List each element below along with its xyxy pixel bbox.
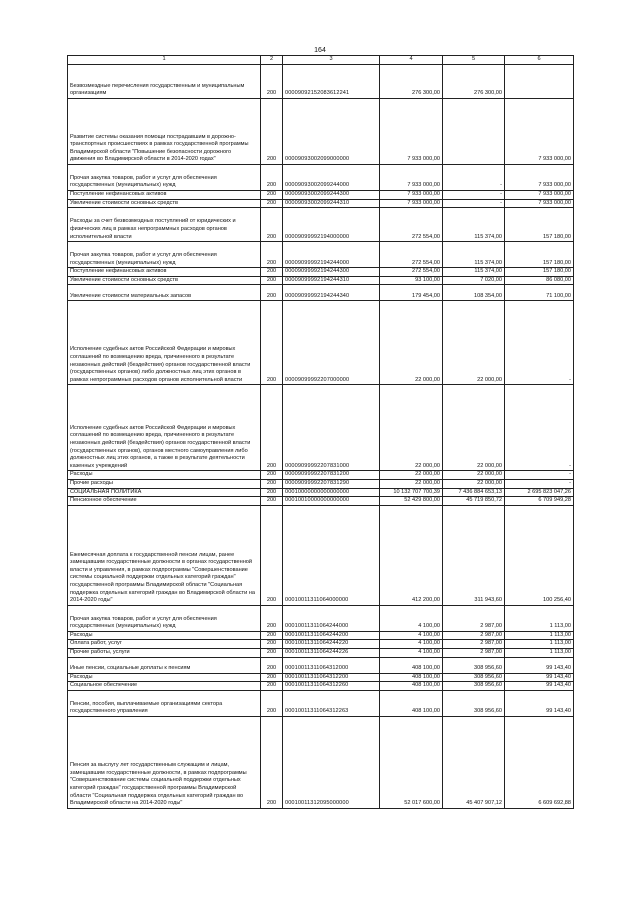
table-row: [68, 65, 574, 99]
table-row: [68, 631, 574, 640]
row-line-code-cell: 200: [261, 242, 283, 268]
row-unexecuted-amount-cell: 1 113,00: [505, 631, 574, 640]
row-name-cell: Увеличение стоимости материальных запасов: [68, 285, 261, 301]
table-row: [68, 690, 574, 716]
table-row: [68, 208, 574, 242]
row-line-code-cell: 200: [261, 631, 283, 640]
row-line-code-cell: 200: [261, 682, 283, 691]
row-approved-amount-cell: 4 100,00: [380, 631, 443, 640]
row-unexecuted-amount-cell: 7 933 000,00: [505, 99, 574, 165]
row-approved-amount-cell: 276 300,00: [380, 65, 443, 99]
row-name-cell: Пенсия за выслугу лет государственным служащим и лицам, замещавшим государственные должности, в рамках подпрограммы "Совершенствование системы социальной поддержки отдельных категорий граждан" государственной программы Владимирской области "Социальная поддержка отдельных категорий граждан во Владимирской области на 2014-2020 годы": [68, 716, 261, 808]
column-header-4: 4: [380, 56, 443, 65]
row-approved-amount-cell: 408 100,00: [380, 657, 443, 673]
row-executed-amount-cell: 22 000,00: [443, 471, 505, 480]
row-approved-amount-cell: 7 933 000,00: [380, 199, 443, 208]
row-executed-amount-cell: 2 987,00: [443, 648, 505, 657]
row-executed-amount-cell: 22 000,00: [443, 385, 505, 471]
row-executed-amount-cell: 308 956,60: [443, 682, 505, 691]
row-unexecuted-amount-cell: -: [505, 479, 574, 488]
row-name-cell: Прочие расходы: [68, 479, 261, 488]
table-row: [68, 673, 574, 682]
row-name-cell: Прочая закупка товаров, работ и услуг для обеспечения государственных (муниципальных) нужд: [68, 165, 261, 191]
table-row: [68, 488, 574, 497]
row-budget-code-cell: 00010010000000000000: [283, 497, 380, 506]
row-line-code-cell: 200: [261, 268, 283, 277]
row-name-cell: Расходы: [68, 631, 261, 640]
row-executed-amount-cell: 108 354,00: [443, 285, 505, 301]
table-row: [68, 285, 574, 301]
row-approved-amount-cell: 4 100,00: [380, 605, 443, 631]
row-name-cell: Иные пенсии, социальные доплаты к пенсиям: [68, 657, 261, 673]
row-line-code-cell: 200: [261, 673, 283, 682]
row-unexecuted-amount-cell: 1 113,00: [505, 648, 574, 657]
row-executed-amount-cell: 308 956,60: [443, 657, 505, 673]
table-row: [68, 657, 574, 673]
row-approved-amount-cell: 272 554,00: [380, 208, 443, 242]
row-budget-code-cell: 00010011311064312263: [283, 690, 380, 716]
row-line-code-cell: 200: [261, 285, 283, 301]
row-executed-amount-cell: 115 374,00: [443, 208, 505, 242]
row-unexecuted-amount-cell: [505, 65, 574, 99]
row-line-code-cell: 200: [261, 488, 283, 497]
row-unexecuted-amount-cell: 71 100,00: [505, 285, 574, 301]
row-unexecuted-amount-cell: 1 113,00: [505, 605, 574, 631]
row-executed-amount-cell: 22 000,00: [443, 479, 505, 488]
row-name-cell: Поступление нефинансовых активов: [68, 268, 261, 277]
table-row: [68, 242, 574, 268]
row-executed-amount-cell: 115 374,00: [443, 242, 505, 268]
row-approved-amount-cell: 4 100,00: [380, 640, 443, 649]
table-row: [68, 497, 574, 506]
row-line-code-cell: 200: [261, 65, 283, 99]
row-line-code-cell: 200: [261, 276, 283, 285]
row-line-code-cell: 200: [261, 605, 283, 631]
row-executed-amount-cell: 2 987,00: [443, 605, 505, 631]
row-unexecuted-amount-cell: 157 180,00: [505, 208, 574, 242]
row-line-code-cell: 200: [261, 301, 283, 385]
row-unexecuted-amount-cell: 86 080,00: [505, 276, 574, 285]
row-budget-code-cell: 00009099992207000000: [283, 301, 380, 385]
row-budget-code-cell: 00010011312095000000: [283, 716, 380, 808]
row-unexecuted-amount-cell: 99 143,40: [505, 690, 574, 716]
table-row: [68, 682, 574, 691]
row-name-cell: Оплата работ, услуг: [68, 640, 261, 649]
column-header-2: 2: [261, 56, 283, 65]
row-approved-amount-cell: 412 200,00: [380, 505, 443, 605]
row-approved-amount-cell: 408 100,00: [380, 682, 443, 691]
row-budget-code-cell: 00009099992194244340: [283, 285, 380, 301]
row-approved-amount-cell: 52 017 600,00: [380, 716, 443, 808]
table-row: [68, 199, 574, 208]
row-budget-code-cell: 00009099992207831290: [283, 479, 380, 488]
row-line-code-cell: 200: [261, 165, 283, 191]
row-name-cell: Расходы: [68, 673, 261, 682]
row-unexecuted-amount-cell: 99 143,40: [505, 657, 574, 673]
row-approved-amount-cell: 93 100,00: [380, 276, 443, 285]
row-budget-code-cell: 00009099992194244000: [283, 242, 380, 268]
row-executed-amount-cell: 115 374,00: [443, 268, 505, 277]
row-executed-amount-cell: 7 020,00: [443, 276, 505, 285]
table-row: [68, 276, 574, 285]
row-approved-amount-cell: 52 429 800,00: [380, 497, 443, 506]
column-header-5: 5: [443, 56, 505, 65]
row-name-cell: Развитие системы оказания помощи пострадавшим в дорожно-транспортных происшествиях в рамках государственной программы Владимирской области "Повышение безопасности дорожного движения во Владимирской области в 2014-2020 годах": [68, 99, 261, 165]
row-line-code-cell: 200: [261, 648, 283, 657]
row-budget-code-cell: 00010011311064244000: [283, 605, 380, 631]
row-unexecuted-amount-cell: 100 256,40: [505, 505, 574, 605]
row-unexecuted-amount-cell: -: [505, 301, 574, 385]
table-row: [68, 505, 574, 605]
row-unexecuted-amount-cell: 2 695 823 047,26: [505, 488, 574, 497]
row-unexecuted-amount-cell: 99 143,40: [505, 673, 574, 682]
row-line-code-cell: 200: [261, 99, 283, 165]
row-budget-code-cell: 00009099992207831200: [283, 471, 380, 480]
row-budget-code-cell: 00009099992194000000: [283, 208, 380, 242]
row-approved-amount-cell: 408 100,00: [380, 690, 443, 716]
row-unexecuted-amount-cell: 157 180,00: [505, 268, 574, 277]
row-line-code-cell: 200: [261, 640, 283, 649]
row-budget-code-cell: 00010011311064312000: [283, 657, 380, 673]
row-line-code-cell: 200: [261, 479, 283, 488]
row-executed-amount-cell: 45 407 907,12: [443, 716, 505, 808]
row-approved-amount-cell: 22 000,00: [380, 479, 443, 488]
row-budget-code-cell: 00010011311064244200: [283, 631, 380, 640]
row-unexecuted-amount-cell: 6 709 949,28: [505, 497, 574, 506]
row-name-cell: Прочая закупка товаров, работ и услуг для обеспечения государственных (муниципальных) нужд: [68, 605, 261, 631]
row-executed-amount-cell: 45 719 850,72: [443, 497, 505, 506]
row-name-cell: Прочая закупка товаров, работ и услуг для обеспечения государственных (муниципальных) нужд: [68, 242, 261, 268]
row-unexecuted-amount-cell: -: [505, 471, 574, 480]
row-budget-code-cell: 00009093002099244000: [283, 165, 380, 191]
column-header-3: 3: [283, 56, 380, 65]
row-executed-amount-cell: -: [443, 165, 505, 191]
row-line-code-cell: 200: [261, 208, 283, 242]
row-executed-amount-cell: -: [443, 199, 505, 208]
row-unexecuted-amount-cell: 7 933 000,00: [505, 199, 574, 208]
row-unexecuted-amount-cell: 6 609 692,88: [505, 716, 574, 808]
row-approved-amount-cell: 7 933 000,00: [380, 165, 443, 191]
row-name-cell: Социальное обеспечение: [68, 682, 261, 691]
row-approved-amount-cell: 10 132 707 700,39: [380, 488, 443, 497]
budget-execution-table: [67, 55, 574, 809]
row-approved-amount-cell: 7 933 000,00: [380, 99, 443, 165]
row-executed-amount-cell: 276 300,00: [443, 65, 505, 99]
row-approved-amount-cell: 272 554,00: [380, 242, 443, 268]
row-executed-amount-cell: 22 000,00: [443, 301, 505, 385]
row-executed-amount-cell: 308 956,60: [443, 673, 505, 682]
row-budget-code-cell: 00009099992194244300: [283, 268, 380, 277]
table-row: [68, 191, 574, 200]
row-line-code-cell: 200: [261, 497, 283, 506]
row-budget-code-cell: 00010011311064000000: [283, 505, 380, 605]
row-executed-amount-cell: 308 956,60: [443, 690, 505, 716]
row-executed-amount-cell: -: [443, 191, 505, 200]
row-line-code-cell: 200: [261, 471, 283, 480]
row-budget-code-cell: 00010000000000000000: [283, 488, 380, 497]
row-line-code-cell: 200: [261, 690, 283, 716]
table-row: [68, 301, 574, 385]
row-unexecuted-amount-cell: 7 933 000,00: [505, 165, 574, 191]
table-row: [68, 165, 574, 191]
row-budget-code-cell: 00010011311064244220: [283, 640, 380, 649]
row-line-code-cell: 200: [261, 199, 283, 208]
table-row: [68, 479, 574, 488]
row-budget-code-cell: 00009093002099000000: [283, 99, 380, 165]
table-row: [68, 605, 574, 631]
row-executed-amount-cell: 2 987,00: [443, 631, 505, 640]
row-executed-amount-cell: 2 987,00: [443, 640, 505, 649]
table-row: [68, 385, 574, 471]
row-line-code-cell: 200: [261, 385, 283, 471]
row-name-cell: Ежемесячная доплата к государственной пенсии лицам, ранее замещавшим государственные должности в органах государственной власти и управления, в рамках подпрограммы "Совершенствование системы социальной поддержки отдельных категорий граждан" государственной программы Владимирской области "Социальная поддержка отдельных категорий граждан во Владимирской области на 2014-2020 годы": [68, 505, 261, 605]
row-approved-amount-cell: 22 000,00: [380, 385, 443, 471]
page-number: 164: [314, 47, 326, 54]
row-line-code-cell: 200: [261, 657, 283, 673]
row-approved-amount-cell: 4 100,00: [380, 648, 443, 657]
row-name-cell: Исполнение судебных актов Российской Федерации и мировых соглашений по возмещению вреда, причиненного в результате незаконных действий (бездействия) органов государственной власти (государственных органов) либо должностных лиц этих органов в рамках непрограммных расходов органов исполнительной власти: [68, 301, 261, 385]
row-unexecuted-amount-cell: 1 113,00: [505, 640, 574, 649]
row-name-cell: Поступление нефинансовых активов: [68, 191, 261, 200]
row-unexecuted-amount-cell: 157 180,00: [505, 242, 574, 268]
table-row: [68, 268, 574, 277]
row-line-code-cell: 200: [261, 191, 283, 200]
row-name-cell: Пенсионное обеспечение: [68, 497, 261, 506]
row-budget-code-cell: 00009099992194244310: [283, 276, 380, 285]
row-budget-code-cell: 00009093002099244300: [283, 191, 380, 200]
table-body: [68, 65, 574, 809]
row-name-cell: Исполнение судебных актов Российской Федерации и мировых соглашений по возмещению вреда, причиненного в результате незаконных действий (бездействия) органов государственной власти (государственных органов), органов местного самоуправления либо должностных лиц этих органов, а также в результате деятельности казенных учреждений: [68, 385, 261, 471]
row-name-cell: Прочие работы, услуги: [68, 648, 261, 657]
row-line-code-cell: 200: [261, 716, 283, 808]
row-budget-code-cell: 00009093002099244310: [283, 199, 380, 208]
table-row: [68, 640, 574, 649]
row-executed-amount-cell: 311 943,60: [443, 505, 505, 605]
row-name-cell: Увеличение стоимости основных средств: [68, 199, 261, 208]
row-name-cell: Расходы: [68, 471, 261, 480]
row-approved-amount-cell: 22 000,00: [380, 301, 443, 385]
row-budget-code-cell: 00010011311064244226: [283, 648, 380, 657]
row-name-cell: Пенсии, пособия, выплачиваемые организациями сектора государственного управления: [68, 690, 261, 716]
row-unexecuted-amount-cell: -: [505, 385, 574, 471]
row-budget-code-cell: 00009092152083612241: [283, 65, 380, 99]
row-budget-code-cell: 00009099992207831000: [283, 385, 380, 471]
row-name-cell: Безвозмездные перечисления государственным и муниципальным организациям: [68, 65, 261, 99]
column-header-1: 1: [68, 56, 261, 65]
table-row: [68, 648, 574, 657]
row-name-cell: СОЦИАЛЬНАЯ ПОЛИТИКА: [68, 488, 261, 497]
row-name-cell: Расходы за счет безвозмездных поступлений от юридических и физических лиц в рамках непрограммных расходов органов исполнительной власти: [68, 208, 261, 242]
row-executed-amount-cell: [443, 99, 505, 165]
row-executed-amount-cell: 7 436 884 653,13: [443, 488, 505, 497]
column-header-6: 6: [505, 56, 574, 65]
row-line-code-cell: 200: [261, 505, 283, 605]
row-approved-amount-cell: 408 100,00: [380, 673, 443, 682]
row-approved-amount-cell: 272 554,00: [380, 268, 443, 277]
row-unexecuted-amount-cell: 99 143,40: [505, 682, 574, 691]
table-row: [68, 471, 574, 480]
row-approved-amount-cell: 22 000,00: [380, 471, 443, 480]
row-name-cell: Увеличение стоимости основных средств: [68, 276, 261, 285]
row-approved-amount-cell: 7 933 000,00: [380, 191, 443, 200]
table-row: [68, 716, 574, 808]
row-unexecuted-amount-cell: 7 933 000,00: [505, 191, 574, 200]
row-budget-code-cell: 00010011311064312200: [283, 673, 380, 682]
table-row: [68, 99, 574, 165]
row-approved-amount-cell: 179 454,00: [380, 285, 443, 301]
table-header-row: [68, 56, 574, 65]
row-budget-code-cell: 00010011311064312260: [283, 682, 380, 691]
